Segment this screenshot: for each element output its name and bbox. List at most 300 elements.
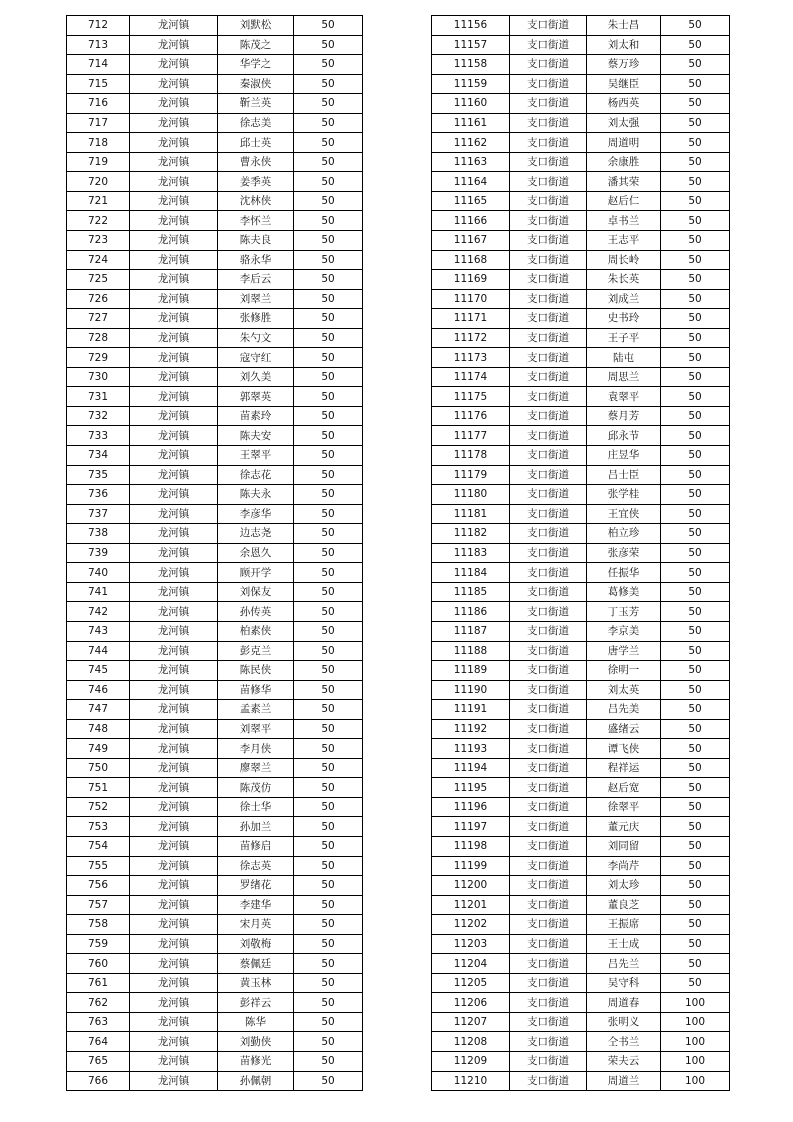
table-row (432, 1071, 730, 1091)
person-name-cell: 张明义 (587, 1012, 661, 1032)
person-name-cell: 孟素兰 (218, 700, 294, 720)
person-name-cell: 周长岭 (587, 250, 661, 270)
table-row (432, 641, 730, 661)
person-name-cell: 刘太珍 (587, 876, 661, 896)
amount-cell: 50 (294, 348, 363, 368)
serial-number-cell: 750 (67, 758, 130, 778)
table-row (432, 563, 730, 583)
person-name-cell: 吕先兰 (587, 954, 661, 974)
township-cell: 龙河镇 (130, 934, 218, 954)
amount-cell: 50 (294, 133, 363, 153)
serial-number-cell: 741 (67, 582, 130, 602)
township-cell: 支口街道 (510, 582, 587, 602)
table-row (432, 602, 730, 622)
serial-number-cell: 720 (67, 172, 130, 192)
person-name-cell: 徐志美 (218, 113, 294, 133)
township-cell: 龙河镇 (130, 602, 218, 622)
person-name-cell: 姜季英 (218, 172, 294, 192)
table-row (67, 16, 363, 36)
serial-number-cell: 11174 (432, 367, 510, 387)
amount-cell: 50 (661, 954, 730, 974)
township-cell: 支口街道 (510, 915, 587, 935)
table-row (432, 485, 730, 505)
serial-number-cell: 714 (67, 55, 130, 75)
person-name-cell: 丁玉芳 (587, 602, 661, 622)
serial-number-cell: 11186 (432, 602, 510, 622)
serial-number-cell: 731 (67, 387, 130, 407)
township-cell: 支口街道 (510, 1071, 587, 1091)
table-row (67, 55, 363, 75)
township-cell: 支口街道 (510, 348, 587, 368)
person-name-cell: 顾开学 (218, 563, 294, 583)
township-cell: 龙河镇 (130, 504, 218, 524)
person-name-cell: 骆永华 (218, 250, 294, 270)
person-name-cell: 赵后宽 (587, 778, 661, 798)
serial-number-cell: 11177 (432, 426, 510, 446)
person-name-cell: 吕士臣 (587, 465, 661, 485)
amount-cell: 50 (294, 446, 363, 466)
amount-cell: 50 (294, 563, 363, 583)
township-cell: 龙河镇 (130, 406, 218, 426)
table-row (432, 993, 730, 1013)
table-row (67, 387, 363, 407)
township-cell: 龙河镇 (130, 231, 218, 251)
township-cell: 支口街道 (510, 328, 587, 348)
amount-cell: 50 (294, 250, 363, 270)
person-name-cell: 程祥运 (587, 758, 661, 778)
person-name-cell: 谭飞侠 (587, 739, 661, 759)
amount-cell: 50 (294, 270, 363, 290)
serial-number-cell: 723 (67, 231, 130, 251)
serial-number-cell: 11176 (432, 406, 510, 426)
serial-number-cell: 745 (67, 661, 130, 681)
amount-cell: 100 (661, 1012, 730, 1032)
person-name-cell: 唐学兰 (587, 641, 661, 661)
person-name-cell: 赵后仁 (587, 191, 661, 211)
person-name-cell: 孙佩朝 (218, 1071, 294, 1091)
amount-cell: 50 (294, 426, 363, 446)
person-name-cell: 孙加兰 (218, 817, 294, 837)
person-name-cell: 余恩久 (218, 543, 294, 563)
person-name-cell: 宋月英 (218, 915, 294, 935)
amount-cell: 50 (661, 172, 730, 192)
amount-cell: 50 (294, 817, 363, 837)
table-row (432, 426, 730, 446)
serial-number-cell: 11207 (432, 1012, 510, 1032)
serial-number-cell: 11188 (432, 641, 510, 661)
amount-cell: 50 (294, 367, 363, 387)
table-row (432, 758, 730, 778)
person-name-cell: 苗素玲 (218, 406, 294, 426)
serial-number-cell: 11161 (432, 113, 510, 133)
person-name-cell: 王士成 (587, 934, 661, 954)
person-name-cell: 罗绪花 (218, 876, 294, 896)
township-cell: 龙河镇 (130, 309, 218, 329)
amount-cell: 50 (294, 739, 363, 759)
serial-number-cell: 11200 (432, 876, 510, 896)
serial-number-cell: 11173 (432, 348, 510, 368)
table-row (432, 289, 730, 309)
amount-cell: 50 (294, 895, 363, 915)
amount-cell: 50 (661, 426, 730, 446)
table-row (67, 934, 363, 954)
amount-cell: 50 (661, 641, 730, 661)
township-cell: 龙河镇 (130, 778, 218, 798)
amount-cell: 50 (661, 133, 730, 153)
person-name-cell: 潘其荣 (587, 172, 661, 192)
left-table-body (67, 16, 363, 1091)
serial-number-cell: 11205 (432, 973, 510, 993)
person-name-cell: 董良芝 (587, 895, 661, 915)
table-row (67, 641, 363, 661)
amount-cell: 50 (294, 1012, 363, 1032)
serial-number-cell: 11167 (432, 231, 510, 251)
serial-number-cell: 11206 (432, 993, 510, 1013)
township-cell: 支口街道 (510, 367, 587, 387)
amount-cell: 50 (294, 94, 363, 114)
serial-number-cell: 746 (67, 680, 130, 700)
table-row (67, 74, 363, 94)
amount-cell: 50 (661, 504, 730, 524)
serial-number-cell: 717 (67, 113, 130, 133)
serial-number-cell: 11178 (432, 446, 510, 466)
serial-number-cell: 11183 (432, 543, 510, 563)
serial-number-cell: 11170 (432, 289, 510, 309)
person-name-cell: 刘敬梅 (218, 934, 294, 954)
person-name-cell: 王志平 (587, 231, 661, 251)
table-row (432, 113, 730, 133)
township-cell: 龙河镇 (130, 133, 218, 153)
amount-cell: 50 (294, 485, 363, 505)
person-name-cell: 刘翠平 (218, 719, 294, 739)
amount-cell: 50 (661, 915, 730, 935)
township-cell: 龙河镇 (130, 895, 218, 915)
person-name-cell: 郭翠英 (218, 387, 294, 407)
person-name-cell: 史书玲 (587, 309, 661, 329)
person-name-cell: 吴继臣 (587, 74, 661, 94)
township-cell: 龙河镇 (130, 836, 218, 856)
township-cell: 龙河镇 (130, 74, 218, 94)
table-row (67, 172, 363, 192)
serial-number-cell: 734 (67, 446, 130, 466)
serial-number-cell: 11199 (432, 856, 510, 876)
township-cell: 龙河镇 (130, 191, 218, 211)
amount-cell: 50 (294, 191, 363, 211)
amount-cell: 50 (294, 680, 363, 700)
township-cell: 支口街道 (510, 289, 587, 309)
amount-cell: 50 (294, 387, 363, 407)
right-roster-table (431, 15, 730, 1091)
amount-cell: 100 (661, 1071, 730, 1091)
table-row (67, 582, 363, 602)
township-cell: 龙河镇 (130, 661, 218, 681)
amount-cell: 50 (294, 1032, 363, 1052)
person-name-cell: 刘久美 (218, 367, 294, 387)
township-cell: 支口街道 (510, 211, 587, 231)
township-cell: 龙河镇 (130, 16, 218, 36)
township-cell: 龙河镇 (130, 446, 218, 466)
amount-cell: 50 (294, 797, 363, 817)
table-row (432, 231, 730, 251)
serial-number-cell: 748 (67, 719, 130, 739)
table-row (67, 778, 363, 798)
person-name-cell: 靳兰英 (218, 94, 294, 114)
township-cell: 支口街道 (510, 113, 587, 133)
table-row (432, 954, 730, 974)
serial-number-cell: 738 (67, 524, 130, 544)
person-name-cell: 柏立珍 (587, 524, 661, 544)
amount-cell: 50 (661, 406, 730, 426)
serial-number-cell: 740 (67, 563, 130, 583)
amount-cell: 50 (294, 1071, 363, 1091)
township-cell: 支口街道 (510, 172, 587, 192)
table-row (432, 1032, 730, 1052)
serial-number-cell: 730 (67, 367, 130, 387)
table-row (67, 1032, 363, 1052)
serial-number-cell: 724 (67, 250, 130, 270)
table-row (67, 661, 363, 681)
table-row (432, 504, 730, 524)
township-cell: 龙河镇 (130, 954, 218, 974)
serial-number-cell: 11172 (432, 328, 510, 348)
township-cell: 支口街道 (510, 485, 587, 505)
serial-number-cell: 11210 (432, 1071, 510, 1091)
amount-cell: 50 (661, 289, 730, 309)
amount-cell: 50 (661, 16, 730, 36)
serial-number-cell: 761 (67, 973, 130, 993)
amount-cell: 50 (661, 661, 730, 681)
serial-number-cell: 11193 (432, 739, 510, 759)
amount-cell: 50 (294, 758, 363, 778)
township-cell: 龙河镇 (130, 348, 218, 368)
table-row (67, 836, 363, 856)
table-row (67, 465, 363, 485)
serial-number-cell: 749 (67, 739, 130, 759)
township-cell: 龙河镇 (130, 817, 218, 837)
township-cell: 支口街道 (510, 719, 587, 739)
person-name-cell: 寇守红 (218, 348, 294, 368)
table-row (67, 700, 363, 720)
township-cell: 龙河镇 (130, 485, 218, 505)
amount-cell: 50 (661, 94, 730, 114)
serial-number-cell: 751 (67, 778, 130, 798)
township-cell: 支口街道 (510, 309, 587, 329)
person-name-cell: 周道兰 (587, 1071, 661, 1091)
serial-number-cell: 11163 (432, 152, 510, 172)
serial-number-cell: 736 (67, 485, 130, 505)
person-name-cell: 陈茂之 (218, 35, 294, 55)
amount-cell: 50 (661, 74, 730, 94)
table-row (432, 74, 730, 94)
amount-cell: 50 (294, 231, 363, 251)
person-name-cell: 陈茂仿 (218, 778, 294, 798)
township-cell: 龙河镇 (130, 582, 218, 602)
amount-cell: 50 (661, 485, 730, 505)
person-name-cell: 刘默松 (218, 16, 294, 36)
amount-cell: 50 (294, 504, 363, 524)
township-cell: 支口街道 (510, 250, 587, 270)
person-name-cell: 孙传英 (218, 602, 294, 622)
serial-number-cell: 11192 (432, 719, 510, 739)
serial-number-cell: 764 (67, 1032, 130, 1052)
table-row (67, 621, 363, 641)
township-cell: 支口街道 (510, 817, 587, 837)
table-row (67, 367, 363, 387)
table-row (432, 836, 730, 856)
table-row (432, 797, 730, 817)
serial-number-cell: 11184 (432, 563, 510, 583)
table-row (67, 954, 363, 974)
amount-cell: 50 (661, 367, 730, 387)
table-row (432, 915, 730, 935)
person-name-cell: 刘太和 (587, 35, 661, 55)
table-row (432, 328, 730, 348)
person-name-cell: 刘同留 (587, 836, 661, 856)
amount-cell: 50 (294, 915, 363, 935)
person-name-cell: 陈夫良 (218, 231, 294, 251)
table-row (67, 211, 363, 231)
township-cell: 支口街道 (510, 152, 587, 172)
township-cell: 龙河镇 (130, 35, 218, 55)
township-cell: 龙河镇 (130, 426, 218, 446)
township-cell: 支口街道 (510, 797, 587, 817)
amount-cell: 50 (661, 309, 730, 329)
township-cell: 支口街道 (510, 524, 587, 544)
serial-number-cell: 11162 (432, 133, 510, 153)
township-cell: 龙河镇 (130, 211, 218, 231)
person-name-cell: 李彦华 (218, 504, 294, 524)
serial-number-cell: 11195 (432, 778, 510, 798)
amount-cell: 50 (661, 211, 730, 231)
person-name-cell: 王子平 (587, 328, 661, 348)
person-name-cell: 王翠平 (218, 446, 294, 466)
table-row (67, 543, 363, 563)
person-name-cell: 徐明一 (587, 661, 661, 681)
serial-number-cell: 759 (67, 934, 130, 954)
table-row (432, 211, 730, 231)
person-name-cell: 吴守科 (587, 973, 661, 993)
township-cell: 支口街道 (510, 836, 587, 856)
table-row (432, 876, 730, 896)
person-name-cell: 余康胜 (587, 152, 661, 172)
table-row (432, 895, 730, 915)
township-cell: 龙河镇 (130, 680, 218, 700)
amount-cell: 50 (294, 778, 363, 798)
township-cell: 龙河镇 (130, 758, 218, 778)
table-row (67, 563, 363, 583)
township-cell: 龙河镇 (130, 915, 218, 935)
serial-number-cell: 11187 (432, 621, 510, 641)
serial-number-cell: 725 (67, 270, 130, 290)
serial-number-cell: 760 (67, 954, 130, 974)
right-table-body (432, 16, 730, 1091)
serial-number-cell: 757 (67, 895, 130, 915)
township-cell: 龙河镇 (130, 328, 218, 348)
township-cell: 支口街道 (510, 74, 587, 94)
table-row (67, 739, 363, 759)
serial-number-cell: 11196 (432, 797, 510, 817)
person-name-cell: 李月侠 (218, 739, 294, 759)
township-cell: 支口街道 (510, 1032, 587, 1052)
township-cell: 支口街道 (510, 934, 587, 954)
township-cell: 支口街道 (510, 543, 587, 563)
serial-number-cell: 719 (67, 152, 130, 172)
serial-number-cell: 11203 (432, 934, 510, 954)
township-cell: 支口街道 (510, 133, 587, 153)
serial-number-cell: 11180 (432, 485, 510, 505)
amount-cell: 50 (661, 231, 730, 251)
person-name-cell: 边志尧 (218, 524, 294, 544)
amount-cell: 50 (294, 993, 363, 1013)
township-cell: 龙河镇 (130, 1012, 218, 1032)
table-row (432, 719, 730, 739)
township-cell: 龙河镇 (130, 94, 218, 114)
township-cell: 龙河镇 (130, 270, 218, 290)
table-row (67, 348, 363, 368)
serial-number-cell: 11168 (432, 250, 510, 270)
person-name-cell: 邱士英 (218, 133, 294, 153)
amount-cell: 50 (661, 602, 730, 622)
serial-number-cell: 11191 (432, 700, 510, 720)
person-name-cell: 王振席 (587, 915, 661, 935)
serial-number-cell: 718 (67, 133, 130, 153)
person-name-cell: 朱士昌 (587, 16, 661, 36)
township-cell: 支口街道 (510, 465, 587, 485)
amount-cell: 50 (294, 582, 363, 602)
table-row (432, 543, 730, 563)
amount-cell: 50 (661, 35, 730, 55)
serial-number-cell: 728 (67, 328, 130, 348)
table-row (67, 680, 363, 700)
table-row (432, 387, 730, 407)
amount-cell: 50 (294, 406, 363, 426)
amount-cell: 50 (661, 152, 730, 172)
person-name-cell: 周道明 (587, 133, 661, 153)
person-name-cell: 苗修启 (218, 836, 294, 856)
amount-cell: 50 (661, 934, 730, 954)
table-row (432, 191, 730, 211)
table-row (67, 152, 363, 172)
table-row (67, 289, 363, 309)
person-name-cell: 邱永节 (587, 426, 661, 446)
township-cell: 支口街道 (510, 1012, 587, 1032)
township-cell: 支口街道 (510, 954, 587, 974)
person-name-cell: 盛绪云 (587, 719, 661, 739)
table-row (67, 1071, 363, 1091)
table-row (67, 504, 363, 524)
township-cell: 支口街道 (510, 758, 587, 778)
amount-cell: 50 (661, 250, 730, 270)
table-row (432, 55, 730, 75)
amount-cell: 50 (294, 328, 363, 348)
township-cell: 支口街道 (510, 973, 587, 993)
serial-number-cell: 744 (67, 641, 130, 661)
amount-cell: 50 (294, 465, 363, 485)
township-cell: 支口街道 (510, 504, 587, 524)
person-name-cell: 陆屯 (587, 348, 661, 368)
table-row (432, 133, 730, 153)
amount-cell: 50 (661, 758, 730, 778)
serial-number-cell: 11160 (432, 94, 510, 114)
table-row (432, 621, 730, 641)
person-name-cell: 刘翠兰 (218, 289, 294, 309)
township-cell: 龙河镇 (130, 973, 218, 993)
person-name-cell: 刘保友 (218, 582, 294, 602)
serial-number-cell: 726 (67, 289, 130, 309)
table-row (432, 700, 730, 720)
amount-cell: 50 (661, 348, 730, 368)
person-name-cell: 李后云 (218, 270, 294, 290)
